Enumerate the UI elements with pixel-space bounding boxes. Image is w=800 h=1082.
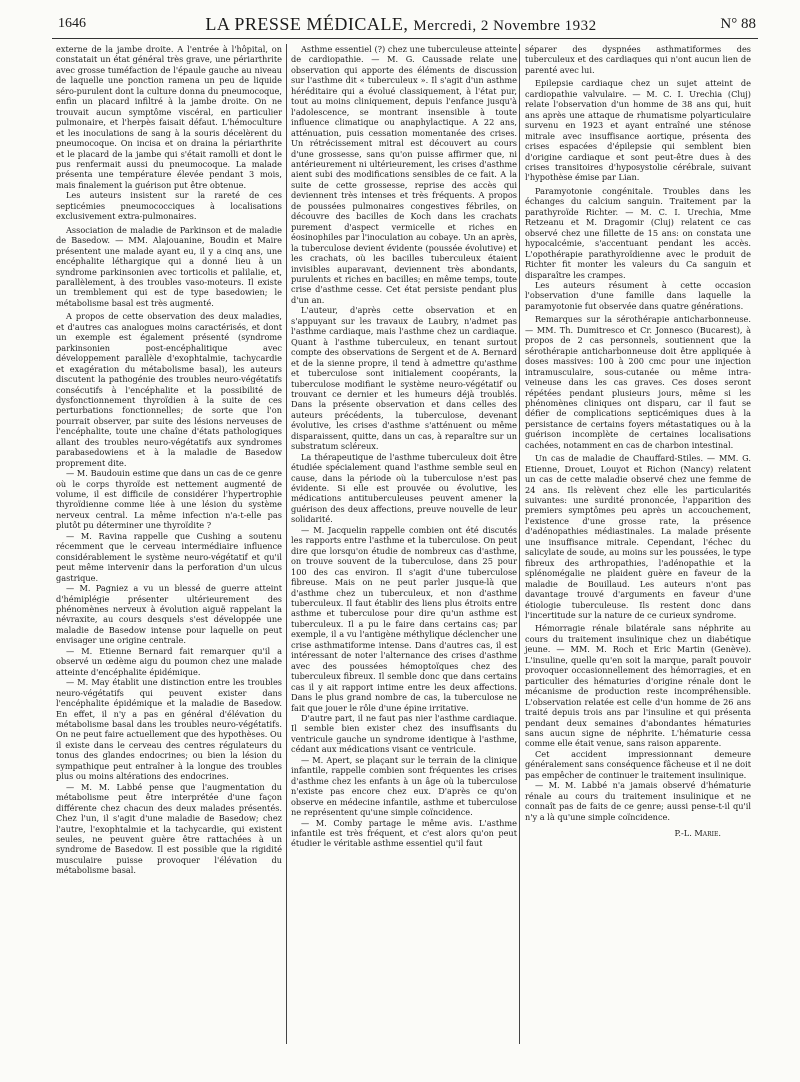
- paragraph: — M. Baudouin estime que dans un cas de ce genre où le corps thyroïde est nettement augmenté de volume, il est difficile de considérer l'hypertrophie thyroïdienne comme liée à une lésion du système nerveux central. La même infection n'a-t-elle pas plutôt pu déterminer une thyroïdite ?: [56, 468, 282, 531]
- paragraph: — M. May établit une distinction entre les troubles neuro-végétatifs qui peuvent exister dans l'encéphalite épidémique et la maladie de Basedow. En effet, il n'y a pas en général d'élévation du métabolisme basal dans les troubles neuro-végétatifs. On ne peut faire actuellement que des hypothèses. Ou il existe dans le cerveau des centres régulateurs du tonus des glandes endocrines; ou bien la lésion du sympathique peut entraîner à la longue des troubles plus ou moins altérations des endocrines.: [56, 677, 282, 782]
- paragraph: — M. Ravina rappelle que Cushing a soutenu récemment que le cerveau intermédiaire influence considérablement le système neuro-végétatif et qu'il peut même intervenir dans la perforation d'un ulcus gastrique.: [56, 530, 282, 583]
- paragraph: Cet accident impressionnant demeure généralement sans conséquence fâcheuse et il ne doit pas empêcher de continuer le traitement insulinique.: [525, 748, 751, 780]
- paragraph: A propos de cette observation des deux maladies, et d'autres cas analogues moins caractérisés, et dont un exemple est également présenté (syndrome parkinsonien post-encéphalitique avec développement parallèle d'exophtalmie, tachycardie et exagération du métabolisme basal), les auteurs discutent la pathogénie des troubles neuro-végétatifs consécutifs à l'encéphalite et la possibilité de dysfonctionnement thyroïdien à la suite de ces perturbations fonctionnelles; de sorte que l'on pourrait observer, par suite des lésions nerveuses de l'encéphalite, toute une chaîne d'états pathologiques allant des troubles neuro-végétatifs aux syndromes parabasedowiens et à la maladie de Basedow proprement dite.: [56, 311, 282, 468]
- paragraph: Association de maladie de Parkinson et de maladie de Basedow. — MM. Alajouanine, Boudin et Maire présentent une malade ayant eu, il y a cinq ans, une encéphalite léthargique qui a donné lieu à un syndrome parkinsonien avec torticolis et palilalie, et, parallèlement, à des troubles vaso-moteurs. Il existe un tremblement qui est de type basedowien; le métabolisme basal est très augmenté.: [56, 224, 282, 308]
- journal-title: [40, 14, 762, 35]
- column-divider: [519, 44, 520, 1044]
- paragraph: — M. M. Labbé n'a jamais observé d'hématurie rénale au cours du traitement insulinique et ne connaît pas de faits de ce genre; aussi pense-t-il qu'il n'y a là qu'une simple coïncidence.: [525, 780, 751, 822]
- column-right: [525, 44, 751, 839]
- paragraph: L'auteur, d'après cette observation et en s'appuyant sur les travaux de Laubry, n'admet pas l'asthme cardiaque, mais l'asthme chez un cardiaque. Quant à l'asthme tuberculeux, en tenant surtout compte des observations de Sergent et de A. Bernard et de la sienne propre, il tend à admettre qu'asthme et tuberculose sont initialement coopérants, la tuberculose modifiant le système neuro-végétatif ou trouvant ce dernier et les humeurs déjà troublés. Dans la présente observation et dans celles des auteurs précédents, la tuberculose, devenant évolutive, les crises d'asthme s'atténuent ou même disparaissent, quitte, dans un cas, à reparaître sur un substratum scléreux.: [291, 305, 517, 452]
- issue-date: Mercredi, 2 Novembre 1932: [413, 18, 597, 34]
- issue-number: N° 88: [720, 16, 756, 32]
- running-header: [40, 14, 762, 34]
- page-number: 1646: [58, 16, 86, 31]
- signature: P.-L. Marie.: [674, 828, 721, 839]
- paragraph: Remarques sur la sérothérapie anticharbonneuse. — MM. Th. Dumitresco et Cr. Jonnesco (Bucarest), à propos de 2 cas personnels, soutiennent que la sérothérapie anticharbonneuse doit être appliquée à doses massives: 100 à 200 cmc pour une injection intramusculaire, sous-cutanée ou même intra-veineuse dans les cas graves. Ces doses seront répétées pendant plusieurs jours, même si les phénomènes cliniques ont disparu, car il faut se défier de complications septicémiques dues à la persistance de certains foyers métastatiques ou à la guérison incomplète de certaines localisations cachées, notamment en cas de charbon intestinal.: [525, 314, 751, 450]
- paragraph: — M. Pagniez a vu un blessé de guerre atteint d'hémiplégie présenter ultérieurement des phénomènes nerveux à évolution aiguë rappelant la névraxite, au cours desquels s'est développée une maladie de Basedow intense pour laquelle on peut envisager une origine centrale.: [56, 583, 282, 646]
- paragraph: Asthme essentiel (?) chez une tuberculeuse atteinte de cardiopathie. — M. G. Caussade relate une observation qui apporte des éléments de discussion sur l'asthme dit « tuberculeux ». Il s'agit d'un asthme héréditaire qui a évolué classiquement, à l'état pur, tout au moins cliniquement, depuis l'enfance jusqu'à l'adolescence, se montrant insensible à toute influence climatique ou anaphylactique. A 22 ans, atténuation, puis cessation momentanée des crises. Un rétrécissement mitral est découvert au cours d'une grossesse, sans qu'on puisse affirmer que, ni antérieurement ni ultérieurement, les crises d'asthme aient subi des modifications sensibles de ce fait. A la suite de cette grossesse, reprise des accès qui deviennent très intenses et très fréquents. A propos de poussées pulmonaires congestives fébriles, on découvre des bacilles de Koch dans les crachats purement d'aspect vermicelle et riches en éosinophiles par l'inoculation au cobaye. Un an après, la tuberculose devient évidente (poussée évolutive) et les crachats, où les bacilles tuberculeux étaient invisibles auparavant, deviennent très abondants, purulents et riches en bacilles; en même temps, toute crise d'asthme cesse. Cet état persiste pendant plus d'un an.: [291, 44, 517, 305]
- paragraph: — M. Apert, se plaçant sur le terrain de la clinique infantile, rappelle combien sont fréquentes les crises d'asthme chez les enfants à un âge où la tuberculose n'existe pas encore chez eux. D'après ce qu'on observe en médecine infantile, asthme et tuberculose ne représentent qu'une simple coïncidence.: [291, 754, 517, 818]
- column-middle: [291, 44, 517, 849]
- paragraph: — M. Etienne Bernard fait remarquer qu'il a observé un œdème aigu du poumon chez une malade atteinte d'encéphalite épidémique.: [56, 645, 282, 677]
- paragraph: La thérapeutique de l'asthme tuberculeux doit être étudiée spécialement quand l'asthme semble seul en cause, dans la période où la tuberculose n'est pas évidente. Si elle est prouvée ou évolutive, les médications antituberculeuses peuvent amener la guérison des deux affections, preuve nouvelle de leur solidarité.: [291, 451, 517, 525]
- paragraph: Epilepsie cardiaque chez un sujet atteint de cardiopathie valvulaire. — M. C. I. Urechia (Cluj) relate l'observation d'un homme de 38 ans qui, huit ans après une attaque de rhumatisme polyarticulaire survenu en 1923 et ayant entraîné une sténose mitrale avec insuffisance aortique, présenta des crises espacées d'épilepsie qui semblent bien d'origine cardiaque et sont peut-être dues à des crises transitoires d'hyposystolie cérébrale, suivant l'hypothèse émise par Lian.: [525, 78, 751, 183]
- header-rule: [52, 38, 758, 39]
- paragraph: externe de la jambe droite. A l'entrée à l'hôpital, on constatait un état général très grave, une périarthrite avec grosse tuméfaction de l'épaule gauche au niveau de laquelle une ponction ramena un peu de liquide séro-purulent dont la culture donna du pneumocoque, enfin un placard infiltré à la jambe droite. On ne trouvait aucun symptôme viscéral, en particulier pulmonaire, et l'herpès faisait défaut. L'hémoculture et les inoculations de sang à la souris décelèrent du pneumocoque. On incisa et on draina la périarthrite et le placard de la jambe qui s'était ramolli et dont le pus renfermait aussi du pneumocoque. La malade présenta une température élevée pendant 3 mois, mais finalement la guérison put être obtenue.: [56, 44, 282, 190]
- paragraph: Hémorragie rénale bilatérale sans néphrite au cours du traitement insulinique chez un diabétique jeune. — MM. M. Roch et Eric Martin (Genève). L'insuline, quelle qu'en soit la marque, paraît pouvoir provoquer occasionnellement des hémorragies, et en particulier des hématuries d'origine rénale dont le mécanisme de production reste incompréhensible. L'observation relatée est celle d'un homme de 26 ans traité depuis trois ans par l'insuline et qui présenta pendant deux semaines d'abondantes hématuries sans aucun signe de néphrite. L'hématurie cessa comme elle était venue, sans raison apparente.: [525, 623, 751, 749]
- paragraph: — M. Comby partage le même avis. L'asthme infantile est très fréquent, et c'est alors qu'on peut étudier le véritable asthme essentiel qu'il faut: [291, 817, 517, 849]
- column-left: [56, 44, 282, 876]
- journal-name: LA PRESSE MÉDICALE,: [205, 14, 409, 34]
- column-divider: [286, 44, 287, 1044]
- paragraph: Les auteurs insistent sur la rareté de ces septicémies pneumococciques à localisations exclusivement extra-pulmonaires.: [56, 190, 282, 222]
- paragraph: — M. Jacquelin rappelle combien ont été discutés les rapports entre l'asthme et la tuberculose. On peut dire que lorsqu'on étudie de nombreux cas d'asthme, on trouve souvent de la tuberculose, dans 25 pour 100 des cas environ. Il s'agit d'une tuberculose fibreuse. Mais on ne peut parler jusque-là que d'asthme chez un tuberculeux, et non d'asthme tuberculeux. Il faut établir des liens plus étroits entre asthme et tuberculose pour dire qu'un asthme est tuberculeux. Il a pu le faire dans certains cas; par exemple, il a vu l'antigène méthylique déclencher une crise asthmatiforme intense. Dans d'autres cas, il est intéressant de noter l'alternance des crises d'asthme avec des poussées hémoptoïques chez des tuberculeux fibreux. Il semble donc que dans certains cas il y ait rapport intime entre les deux affections. Dans le plus grand nombre de cas, la tuberculose ne fait que jouer le rôle d'une épine irritative.: [291, 524, 517, 713]
- paragraph: D'autre part, il ne faut pas nier l'asthme cardiaque. Il semble bien exister chez des insuffisants du ventricule gauche un syndrome identique à l'asthme, cédant aux médications visant ce ventricule.: [291, 713, 517, 755]
- paragraph: Un cas de maladie de Chauffard-Stiles. — MM. G. Etienne, Drouet, Louyot et Richon (Nancy) relatent un cas de cette maladie observé chez une femme de 24 ans. Ils relèvent chez elle les particularités suivantes: une surdité prononcée, l'apparition des premiers symptômes peu après un accouchement, l'existence d'une grosse rate, la présence d'adénopathies médiastinales. La malade présente une insuffisance mitrale. Cependant, l'échec du salicylate de soude, au moins sur les poussées, le type fibreux des arthropathies, l'adénopathie et la splénomégalie ne plaident guère en faveur de la maladie de Bouillaud. Les auteurs n'ont pas davantage trouvé d'arguments en faveur d'une étiologie tuberculeuse. Ils restent donc dans l'incertitude sur la nature de ce curieux syndrome.: [525, 453, 751, 621]
- paragraph: — M. M. Labbé pense que l'augmentation du métabolisme peut être interprétée d'une façon différente chez chacun des deux malades présentés. Chez l'un, il s'agit d'une maladie de Basedow; chez l'autre, l'exophtalmie et la tachycardie, qui existent seules, ne peuvent guère être rattachées à un syndrome de Basedow. Il est possible que la rigidité musculaire puisse provoquer l'élévation du métabolisme basal.: [56, 781, 282, 876]
- paragraph: Les auteurs résument à cette occasion l'observation d'une famille dans laquelle la paramyotonie fut observée dans quatre générations.: [525, 279, 751, 311]
- paragraph: Paramyotonie congénitale. Troubles dans les échanges du calcium sanguin. Traitement par la parathyroïde Richter. — M. C. I. Urechia, Mme Retzeanu et M. Dragomir (Cluj) relatent ce cas observé chez une fillette de 15 ans: on constata une hypocalcémie, s'accentuant pendant les accès. L'opothérapie parathyroïdienne avec le produit de Richter fit monter les valeurs du Ca sanguin et disparaître les crampes.: [525, 185, 751, 280]
- paragraph: séparer des dyspnées asthmatiformes des tuberculeux et des cardiaques qui n'ont aucun lien de parenté avec lui.: [525, 44, 751, 75]
